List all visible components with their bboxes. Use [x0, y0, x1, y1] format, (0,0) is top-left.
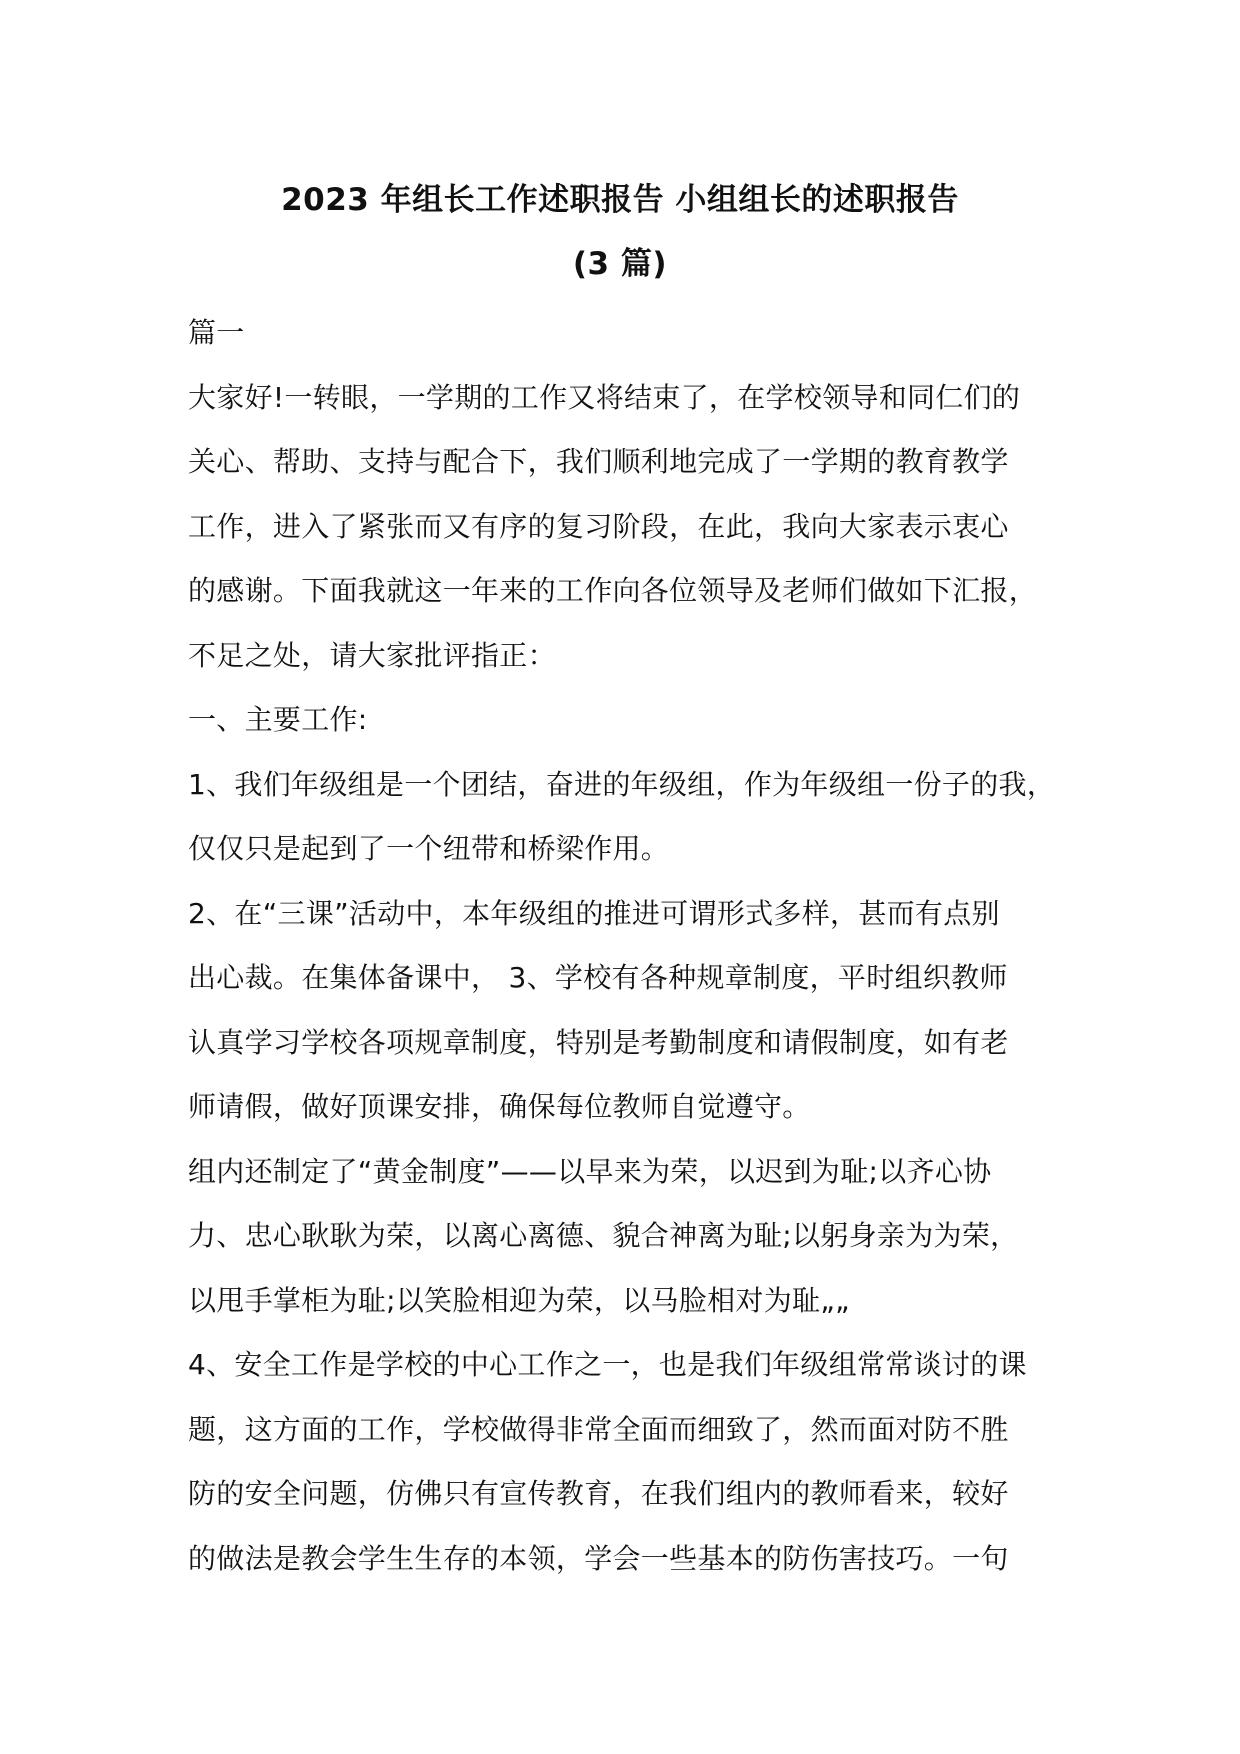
text-line: 力、忠心耿耿为荣，以离心离德、貌合神离为耻;以躬身亲为为荣，: [188, 1219, 1019, 1252]
title-line-2: (3 篇): [572, 246, 668, 282]
text-line: 关心、帮助、支持与配合下，我们顺利地完成了一学期的教育教学: [188, 445, 1009, 478]
text-line: 仅仅只是起到了一个纽带和桥梁作用。: [188, 832, 670, 865]
text-line: 大家好!一转眼，一学期的工作又将结束了，在学校领导和同仁们的: [188, 380, 1021, 414]
text-line: 以甩手掌柜为耻;以笑脸相迎为荣，以马脸相对为耻„„: [188, 1283, 850, 1317]
text-line: 认真学习学校各项规章制度，特别是考勤制度和请假制度，如有老: [188, 1025, 1009, 1059]
text-line: 2、在“三课”活动中，本年级组的推进可谓形式多样，甚而有点别: [188, 896, 1000, 930]
text-line: 不足之处，请大家批评指正：: [188, 638, 556, 672]
text-line: 1、我们年级组是一个团结，奋进的年级组，作为年级组一份子的我，: [188, 767, 1056, 801]
section-heading: 篇一: [188, 316, 245, 349]
document-title: [150, 168, 1090, 296]
text-line: 题，这方面的工作，学校做得非常全面而细致了，然而面对防不胜: [188, 1412, 1009, 1446]
text-line: 出心裁。在集体备课中， 3、学校有各种规章制度，平时组织教师: [188, 961, 1008, 994]
text-line: 的感谢。下面我就这一年来的工作向各位领导及老师们做如下汇报，: [188, 574, 1038, 607]
text-line: 4、安全工作是学校的中心工作之一，也是我们年级组常常谈讨的课: [188, 1348, 1027, 1381]
document-body: [188, 301, 1088, 1591]
text-line: 工作，进入了紧张而又有序的复习阶段，在此，我向大家表示衷心: [188, 509, 1009, 543]
text-line: 师请假，做好顶课安排，确保每位教师自觉遵守。: [188, 1090, 811, 1123]
subsection-heading: 一、主要工作:: [188, 703, 368, 736]
text-line: 组内还制定了“黄金制度”——以早来为荣，以迟到为耻;以齐心协: [188, 1154, 992, 1188]
title-line-1: 2023 年组长工作述职报告 小组组长的述职报告: [281, 182, 959, 218]
text-line: 防的安全问题，仿佛只有宣传教育，在我们组内的教师看来，较好: [188, 1477, 1009, 1510]
text-line: 的做法是教会学生生存的本领，学会一些基本的防伤害技巧。一句: [188, 1541, 1009, 1575]
